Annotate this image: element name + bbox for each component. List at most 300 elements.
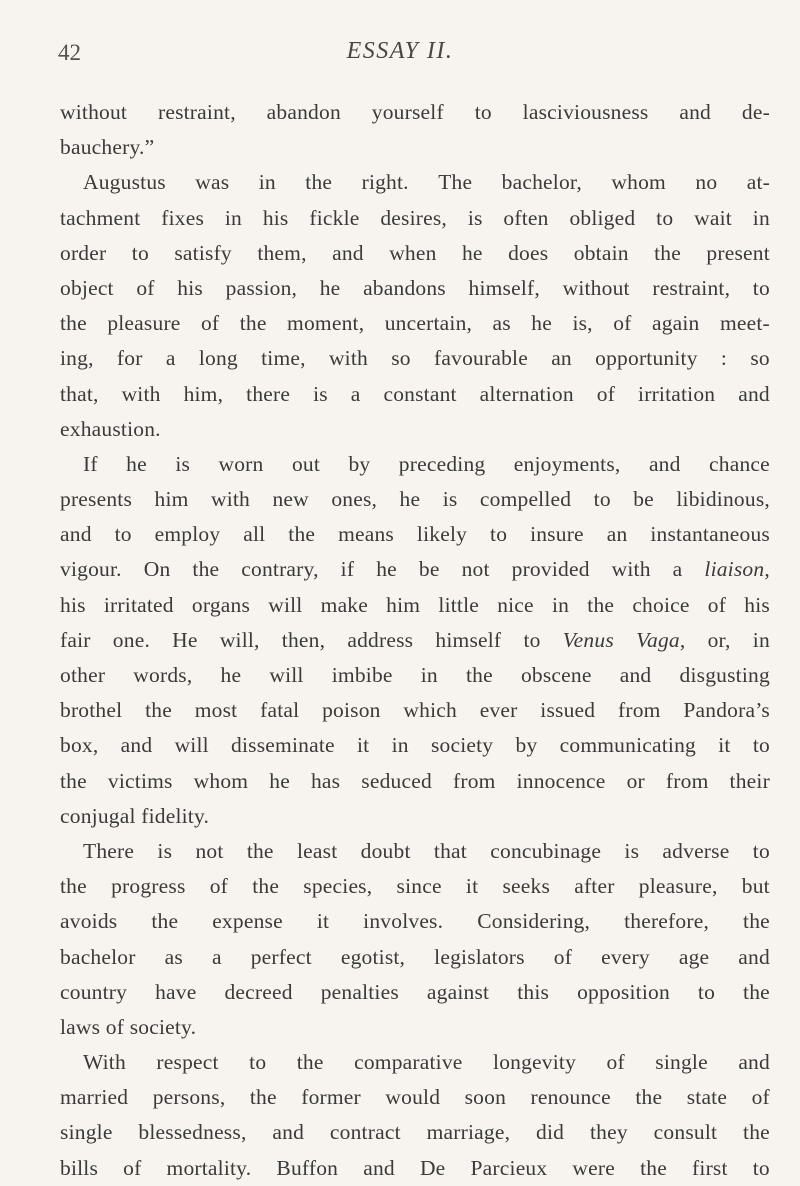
word: soon [464,1085,507,1110]
text-line [60,904,770,939]
word: words, [133,663,193,687]
word: he [376,557,397,582]
word: to [523,627,541,652]
word: one. [112,627,151,652]
word: to [114,522,132,547]
word: to [656,205,674,230]
word: will [268,592,303,617]
word: Considering, [477,909,591,934]
word: avoids [60,909,118,934]
word: the [465,663,493,687]
word: of [200,311,220,336]
word: be [633,487,654,512]
word: With [83,1050,126,1075]
text-line [60,1010,770,1045]
word: abandons [363,275,446,300]
word: comparative [354,1050,463,1075]
word: and [679,100,712,124]
word: provided [511,557,590,582]
word: married [60,1085,129,1110]
word: restraint, [652,275,731,300]
word: pleasure [107,311,181,336]
text-line [60,271,770,306]
word: uncertain, [384,311,473,336]
word: compelled [479,487,572,512]
word: he [461,240,483,265]
word: with [210,487,251,512]
word: which [403,698,457,723]
word: Parcieux [470,1155,548,1180]
word: it [357,733,370,758]
word: of [707,592,727,617]
word: of [553,944,573,969]
word: him [154,487,189,512]
word: contract [329,1120,401,1145]
text-line [60,201,770,236]
word: ones, [331,487,378,512]
word: conjugal [60,803,136,828]
word: the [635,1085,663,1110]
word: constant [383,381,457,406]
word: fatal [260,698,300,723]
word: and [738,381,770,406]
word: moment, [287,311,365,336]
word: nice [497,592,534,617]
word: of [606,1050,625,1075]
word: victims [107,768,173,793]
word: he [531,311,552,336]
text-line [60,517,770,552]
word: has [310,768,341,793]
word: in [224,205,242,230]
word: issued [540,698,596,723]
word: the [145,698,172,723]
text-line [60,764,770,799]
word: since [396,874,442,899]
word: least [296,838,338,863]
word: there [246,381,291,406]
word: address [347,627,414,652]
word: and [619,663,652,687]
word: whom [193,768,249,793]
word: of [105,1014,125,1039]
word: former [301,1085,361,1110]
word: would [385,1085,441,1110]
word: abandon [266,100,341,124]
word: is, [572,311,593,336]
word: opportunity [595,346,698,371]
text-line [60,1045,770,1080]
word: his [177,275,203,300]
word: innocence [516,768,606,793]
word: and [120,733,153,758]
word: seduced [361,768,432,793]
word: from [617,698,661,723]
text-line [60,482,770,517]
word: the [288,522,316,547]
text-line [60,412,770,447]
word: does [508,240,549,265]
word: without [562,275,630,300]
word: libidinous, [676,487,770,512]
word: his [60,592,86,617]
word: the [252,874,280,899]
word: to [752,1155,770,1180]
word: Augustus [83,170,166,195]
word: will, [219,627,260,652]
word: an [606,522,628,547]
word: meet- [719,311,770,336]
word: progress [111,874,186,899]
word: to [752,838,770,863]
word: to [752,275,770,300]
word: he [319,275,341,300]
word: every [601,944,650,969]
word: his [262,205,289,230]
word: De [419,1155,446,1180]
word: right. [361,170,409,195]
word: is [624,838,640,863]
word: he [126,451,147,476]
word: will [174,733,209,758]
word: penalties [320,979,399,1004]
word: a [165,346,176,371]
word: and [648,451,681,476]
word: fair [60,627,91,652]
word: in [420,663,438,687]
word: and [363,1155,395,1180]
word: the [743,1120,770,1145]
word: is [157,838,173,863]
word: : [720,346,728,371]
word: imbibe [331,663,393,687]
word: There [83,838,135,863]
running-title: ESSAY II. [346,38,454,64]
word: employ [154,522,221,547]
word: preceding [398,451,486,476]
word: to [697,979,716,1004]
word: desires, [380,205,448,230]
word: choice [632,592,690,617]
word: presents [60,487,133,512]
word: to [490,522,508,547]
word: is [175,451,191,476]
word: is [442,487,458,512]
word: organs [191,592,251,617]
word: blessedness, [138,1120,247,1145]
word: the [60,311,87,336]
word: object [60,275,114,300]
word: him, [183,381,224,406]
word: have [155,979,197,1004]
word: new [272,487,309,512]
word: favourable [434,346,528,371]
word: liaison, [704,557,770,582]
word: the [654,240,681,265]
text-line [60,341,770,376]
word: out [291,451,321,476]
text-line [60,869,770,904]
word: seeks [502,874,551,899]
word: state [686,1085,728,1110]
word: irritated [103,592,174,617]
word: their [729,768,770,793]
word: and [738,944,770,969]
word: make [320,592,368,617]
word: he [399,487,421,512]
word: egotist, [340,944,406,969]
word: it [718,733,731,758]
word: little [438,592,480,617]
word: and [60,522,92,547]
word: from [452,768,496,793]
word: doubt [360,838,411,863]
word: to [593,487,611,512]
word: the [296,1050,324,1075]
word: himself [435,627,502,652]
word: respect [156,1050,219,1075]
word: with [328,346,368,371]
word: age [678,944,710,969]
word: the [587,592,615,617]
word: the [192,557,220,582]
word: to [474,100,492,124]
word: the [151,909,179,934]
word: mortality. [166,1155,252,1180]
word: from [665,768,709,793]
word: instantaneous [650,522,770,547]
text-line [60,377,770,412]
word: marriage, [426,1120,511,1145]
word: or, [707,627,731,652]
word: as [492,311,511,336]
word: lasciviousness [522,100,649,124]
word: first [692,1155,728,1180]
word: the [60,874,87,899]
word: opposition [577,979,670,1004]
word: poison [322,698,381,723]
word: ing, [60,346,94,371]
word: single [60,1120,113,1145]
word: order [60,240,107,265]
word: for [116,346,143,371]
word: that, [60,381,99,406]
word: insure [530,522,584,547]
word: with [121,381,161,406]
word: society. [129,1014,197,1039]
word: legislators [434,944,525,969]
word: The [438,170,473,195]
word: de- [741,100,770,124]
word: most [194,698,238,723]
text-line [60,1080,770,1115]
word: did [536,1120,565,1145]
word: without [60,100,128,124]
text-line [60,306,770,341]
word: fixes [161,205,205,230]
word: He [172,627,198,652]
word: in [391,733,409,758]
word: consult [653,1120,718,1145]
text-line [60,728,770,763]
word: if [340,557,355,582]
word: the [743,979,770,1004]
word: after [574,874,615,899]
text-line [60,447,770,482]
word: he [269,768,290,793]
word: not [195,838,224,863]
word: time, [261,346,306,371]
word: it [465,874,479,899]
word: means [338,522,394,547]
text-line [60,799,770,834]
word: is [313,381,328,406]
word: of [751,1085,770,1110]
word: pleasure, [638,874,718,899]
word: communicating [559,733,696,758]
word: involves. [363,909,444,934]
word: the [640,1155,667,1180]
word: himself, [468,275,540,300]
word: whom [611,170,666,195]
word: an [551,346,572,371]
word: tachment [60,205,141,230]
word: ever [479,698,518,723]
text-line [60,588,770,623]
word: of [209,874,229,899]
word: brothel [60,698,123,723]
word: them, [257,240,307,265]
word: the [60,768,87,793]
word: obtain [573,240,629,265]
word: of [123,1155,142,1180]
word: he [220,663,242,687]
word: vigour. [60,557,122,582]
word: irritation [638,381,716,406]
word: this [517,979,550,1004]
word: then, [281,627,326,652]
word: likely [416,522,468,547]
word: bills [60,1155,99,1180]
word: not [461,557,490,582]
word: and [332,240,364,265]
word: long [198,346,238,371]
word: by [348,451,371,476]
word: were [572,1155,615,1180]
word: alternation [479,381,574,406]
word: bachelor [60,944,136,969]
text-line [60,658,770,693]
word: perfect [250,944,312,969]
word: so [391,346,411,371]
word: that [433,838,467,863]
word: the [743,909,770,934]
word: therefore, [624,909,710,934]
word: as [164,944,183,969]
word: often [503,205,549,230]
word: in [551,592,570,617]
word: by [515,733,538,758]
word: the [239,311,267,336]
word: be [418,557,440,582]
text-line [60,130,770,165]
body-text [60,95,770,1186]
text-line [60,95,770,130]
word: when [389,240,437,265]
text-line [60,1115,770,1150]
text-line [60,834,770,869]
word: or [626,768,645,793]
word: disseminate [231,733,335,758]
word: in [258,170,276,195]
word: society [430,733,494,758]
text-line [60,693,770,728]
word: satisfy [174,240,232,265]
word: laws [60,1014,101,1039]
word: bauchery.” [60,135,155,160]
word: fickle [309,205,360,230]
word: the [246,838,274,863]
word: chance [709,451,770,476]
text-line [60,940,770,975]
word: obliged [569,205,636,230]
word: wait [694,205,732,230]
word: adverse [662,838,730,863]
word: longevity [493,1050,577,1075]
word: present [706,240,770,265]
word: the [305,170,333,195]
word: and [272,1120,305,1145]
word: other [60,663,106,687]
page-number: 42 [58,40,81,65]
word: Vaga, [636,627,686,652]
word: to [752,733,770,758]
word: passion, [225,275,298,300]
word: exhaustion. [60,416,161,441]
word: is [467,205,483,230]
word: contrary, [241,557,319,582]
word: Pandora’s [683,698,770,723]
word: of [613,311,632,336]
word: persons, [152,1085,226,1110]
word: will [269,663,304,687]
text-line [60,552,770,587]
word: species, [303,874,373,899]
word: decreed [224,979,293,1004]
word: of [596,381,616,406]
word: at- [746,170,770,195]
word: was [195,170,230,195]
word: disgusting [679,663,770,687]
word: they [589,1120,628,1145]
word: in [752,627,770,652]
word: obscene [520,663,592,687]
word: single [655,1050,708,1075]
word: worn [218,451,264,476]
word: yourself [371,100,444,124]
word: so [750,346,770,371]
text-line [60,236,770,271]
word: him [386,592,421,617]
word: to [249,1050,267,1075]
word: his [744,592,770,617]
word: restraint, [157,100,236,124]
word: renounce [530,1085,611,1110]
word: bachelor, [501,170,582,195]
word: but [741,874,770,899]
word: a [672,557,683,582]
word: again [651,311,700,336]
